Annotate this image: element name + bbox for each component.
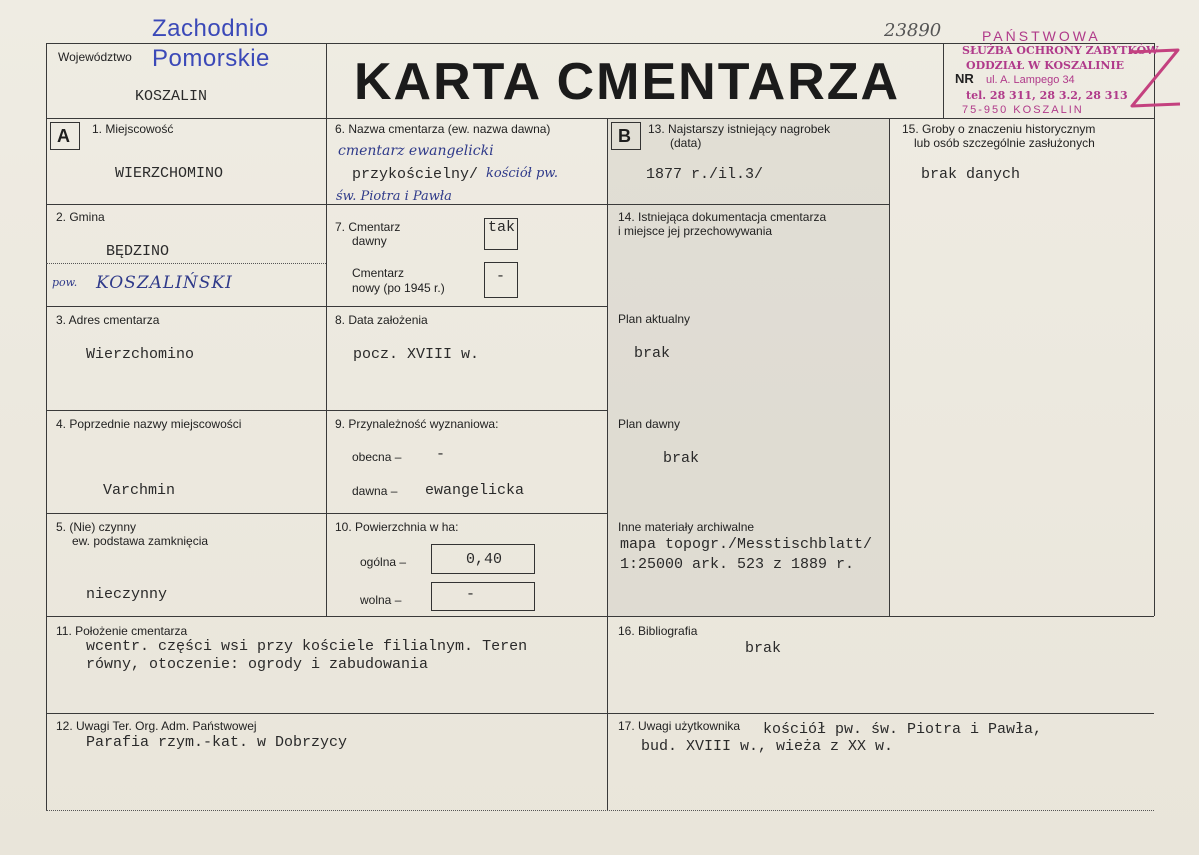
f14-inne-line1: mapa topogr./Messtischblatt/ — [620, 536, 873, 553]
region-line-1: Zachodnio — [152, 15, 269, 42]
f14-plan-dawny-value: brak — [663, 450, 700, 467]
nr-label: NR — [955, 71, 974, 86]
f10-ogolna-label: ogólna – — [360, 555, 407, 569]
f6-hand-line1: cmentarz ewangelicki — [338, 143, 494, 159]
f5-value: nieczynny — [86, 586, 168, 603]
row-line-full-1 — [46, 616, 1154, 617]
f9-dawna-label: dawna – — [352, 484, 398, 498]
f17-label: 17. Uwagi użytkownika — [618, 719, 741, 733]
f2-hand-prefix: pow. — [52, 276, 78, 289]
f10-wolna-box — [431, 582, 535, 611]
f12-label: 12. Uwagi Ter. Org. Adm. Państwowej — [56, 719, 257, 733]
f11-value-line1: wcentr. części wsi przy kościele filialnym. Teren — [86, 638, 528, 655]
f15-label-line2: lub osób szczególnie zasłużonych — [914, 136, 1095, 150]
f5-label-line1: 5. (Nie) czynny — [56, 520, 137, 534]
f16-value: brak — [745, 640, 782, 657]
f6-hand-line3: św. Piotra i Pawła — [336, 189, 452, 204]
f17-value-line2: bud. XVIII w., wieża z XX w. — [641, 738, 894, 755]
frame-left-line — [46, 43, 47, 810]
f3-value: Wierzchomino — [86, 346, 195, 363]
f15-label-line1: 15. Groby o znaczeniu historycznym — [902, 122, 1096, 136]
f3-label: 3. Adres cmentarza — [56, 313, 160, 327]
f14-label-line2: i miejsce jej przechowywania — [618, 224, 773, 238]
f10-wolna-label: wolna – — [360, 593, 402, 607]
f9-dawna-value: ewangelicka — [425, 482, 525, 499]
f13-label-line2: (data) — [670, 136, 702, 150]
f5-label-line2: ew. podstawa zamknięcia — [72, 534, 209, 548]
f4-label: 4. Poprzednie nazwy miejscowości — [56, 417, 242, 431]
column-divider-2 — [607, 118, 608, 810]
f9-obecna-value: - — [436, 446, 446, 463]
stamp-line-2: SŁUŻBA OCHRONY ZABYTKÓW — [962, 44, 1159, 57]
row-line-full-2 — [46, 713, 1154, 714]
f8-label: 8. Data założenia — [335, 313, 428, 327]
f9-label: 9. Przynależność wyznaniowa: — [335, 417, 499, 431]
f6-hand-line2b: kościół pw. — [486, 166, 559, 181]
f14-plan-aktualny-value: brak — [634, 345, 671, 362]
header-divider-left — [326, 43, 327, 118]
stamp-line-6: 75-950 KOSZALIN — [962, 104, 1084, 116]
region-line-2: Pomorskie — [152, 45, 270, 72]
f15-value: brak danych — [921, 166, 1021, 183]
f14-inne-line2: 1:25000 ark. 523 z 1889 r. — [620, 556, 855, 573]
f14-label-line1: 14. Istniejąca dokumentacja cmentarza — [618, 210, 827, 224]
column-divider-1 — [326, 118, 327, 616]
f7-label-dawny-2: dawny — [352, 234, 387, 248]
page-title: KARTA CMENTARZA — [354, 53, 901, 111]
corner-z-mark — [1122, 44, 1184, 114]
f7-nowy-value: - — [496, 268, 506, 285]
stamp-line-4: ul. A. Lampego 34 — [986, 74, 1075, 86]
f14-plan-dawny-label: Plan dawny — [618, 417, 681, 431]
row-line-left-4 — [46, 513, 607, 514]
f7-label-nowy-1: Cmentarz — [352, 266, 405, 280]
section-a-letter: A — [57, 126, 70, 146]
stamp-line-3: ODDZIAŁ W KOSZALINIE — [966, 59, 1125, 72]
f7-label-dawny-1: 7. Cmentarz — [335, 220, 401, 234]
f16-label: 16. Bibliografia — [618, 624, 698, 638]
f2-value: BĘDZINO — [106, 243, 170, 260]
row-line-right-1 — [607, 204, 889, 205]
f13-value: 1877 r./il.3/ — [646, 166, 764, 183]
frame-header-bottom-line — [46, 118, 1154, 119]
f1-value: WIERZCHOMINO — [115, 165, 224, 182]
f2-hand-value: KOSZALIŃSKI — [96, 273, 233, 293]
f7-dawny-value: tak — [488, 219, 516, 236]
wojewodztwo-label: Województwo — [58, 50, 132, 64]
f14-plan-aktualny-label: Plan aktualny — [618, 312, 691, 326]
row-line-left-3 — [46, 410, 607, 411]
f8-value: pocz. XVIII w. — [353, 346, 480, 363]
f14-inne-label: Inne materiały archiwalne — [618, 520, 755, 534]
f13-label-line1: 13. Najstarszy istniejący nagrobek — [648, 122, 831, 136]
f4-value: Varchmin — [103, 482, 176, 499]
row-line-gmina-dotted — [46, 263, 326, 264]
f6-label: 6. Nazwa cmentarza (ew. nazwa dawna) — [335, 122, 551, 136]
frame-bottom-line — [46, 810, 1154, 811]
f10-label: 10. Powierzchnia w ha: — [335, 520, 459, 534]
wojewodztwo-value: KOSZALIN — [135, 88, 208, 105]
f1-label: 1. Miejscowość — [92, 122, 174, 136]
f9-obecna-label: obecna – — [352, 450, 402, 464]
row-line-left-2 — [46, 306, 607, 307]
stamp-line-1: PAŃSTWOWA — [982, 28, 1101, 44]
f10-wolna-value: - — [466, 586, 476, 603]
row-line-left-1 — [46, 204, 607, 205]
f11-value-line2: równy, otoczenie: ogrody i zabudowania — [86, 656, 429, 673]
f6-typed-line2: przykościelny/ — [352, 166, 479, 183]
f10-ogolna-value: 0,40 — [466, 551, 503, 568]
frame-right-line — [1154, 43, 1155, 616]
section-b-letter: B — [618, 126, 631, 146]
header-divider-right — [943, 43, 944, 118]
f7-label-nowy-2: nowy (po 1945 r.) — [352, 281, 445, 295]
f11-label: 11. Położenie cmentarza — [56, 624, 188, 638]
f17-value-line1: kościół pw. św. Piotra i Pawła, — [763, 721, 1043, 738]
column-divider-3 — [889, 118, 890, 616]
archive-number: 23890 — [884, 20, 942, 41]
stamp-line-5: tel. 28 311, 28 3.2, 28 313 — [966, 89, 1128, 102]
f12-value: Parafia rzym.-kat. w Dobrzycy — [86, 734, 348, 751]
f2-label: 2. Gmina — [56, 210, 105, 224]
